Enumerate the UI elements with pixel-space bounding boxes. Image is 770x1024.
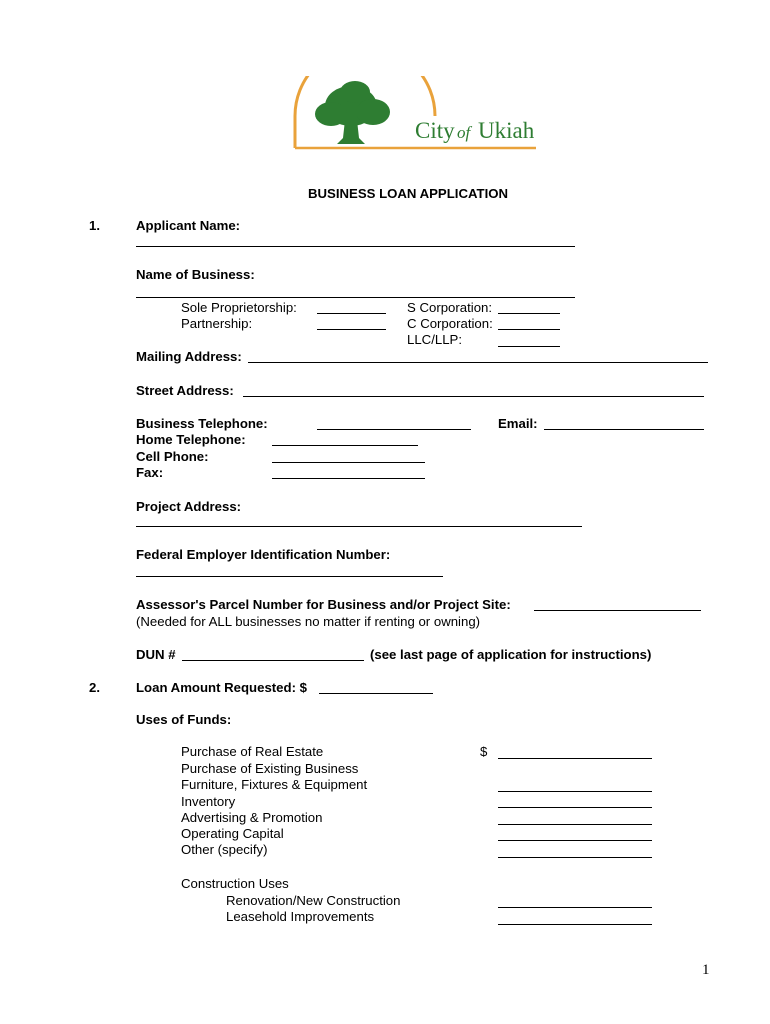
partnership-label: Partnership:	[181, 316, 253, 331]
street-address-field[interactable]	[243, 396, 704, 397]
partnership-field[interactable]	[317, 329, 386, 330]
renovation-label: Renovation/New Construction	[226, 893, 401, 908]
cell-phone-field[interactable]	[272, 462, 425, 463]
business-telephone-label: Business Telephone:	[136, 416, 268, 431]
svg-text:City: City	[415, 118, 455, 143]
sole-proprietorship-label: Sole Proprietorship:	[181, 300, 297, 315]
fax-label: Fax:	[136, 465, 164, 480]
use-ffe-field[interactable]	[498, 807, 652, 808]
c-corporation-field[interactable]	[498, 329, 560, 330]
business-telephone-field[interactable]	[317, 429, 471, 430]
use-ffe-label: Furniture, Fixtures & Equipment	[181, 777, 368, 792]
applicant-name-field[interactable]	[136, 246, 575, 247]
c-corporation-label: C Corporation:	[407, 316, 493, 331]
street-address-label: Street Address:	[136, 383, 234, 398]
email-field[interactable]	[544, 429, 704, 430]
fein-label: Federal Employer Identification Number:	[136, 547, 391, 562]
llc-llp-label: LLC/LLP:	[407, 332, 462, 347]
oak-tree-icon	[315, 81, 390, 144]
use-operating-capital-label: Operating Capital	[181, 826, 284, 841]
fax-field[interactable]	[272, 478, 425, 479]
home-telephone-label: Home Telephone:	[136, 432, 246, 447]
use-inventory-label: Inventory	[181, 794, 236, 809]
apn-note: (Needed for ALL businesses no matter if renting or owning)	[136, 614, 481, 629]
dun-field[interactable]	[182, 660, 364, 661]
use-existing-business-field[interactable]	[498, 791, 652, 792]
s-corporation-label: S Corporation:	[407, 300, 493, 315]
sole-proprietorship-field[interactable]	[317, 313, 386, 314]
use-real-estate-field[interactable]	[498, 758, 652, 759]
loan-amount-field[interactable]	[319, 693, 433, 694]
section-2-number: 2.	[89, 680, 100, 695]
section-1-number: 1.	[89, 218, 100, 233]
llc-llp-field[interactable]	[498, 346, 560, 347]
svg-text:Ukiah: Ukiah	[478, 118, 535, 143]
home-telephone-field[interactable]	[272, 445, 418, 446]
applicant-name-label: Applicant Name:	[136, 218, 241, 233]
uses-of-funds-label: Uses of Funds:	[136, 712, 232, 727]
dollar-sign: $	[480, 744, 488, 759]
renovation-field[interactable]	[498, 907, 652, 908]
fein-field[interactable]	[136, 576, 443, 577]
cell-phone-label: Cell Phone:	[136, 449, 209, 464]
business-name-field[interactable]	[136, 297, 575, 298]
mailing-address-field[interactable]	[248, 362, 708, 363]
dun-note: (see last page of application for instructions)	[370, 647, 652, 662]
use-existing-business-label: Purchase of Existing Business	[181, 761, 359, 776]
apn-field[interactable]	[534, 610, 701, 611]
use-other-label: Other (specify)	[181, 842, 268, 857]
use-inventory-field[interactable]	[498, 824, 652, 825]
use-advertising-label: Advertising & Promotion	[181, 810, 323, 825]
city-of-ukiah-logo	[293, 76, 539, 156]
leasehold-field[interactable]	[498, 924, 652, 925]
email-label: Email:	[498, 416, 538, 431]
page-number: 1	[702, 962, 710, 978]
use-operating-capital-field[interactable]	[498, 857, 652, 858]
business-name-label: Name of Business:	[136, 267, 255, 282]
dun-label: DUN #	[136, 647, 176, 662]
use-real-estate-label: Purchase of Real Estate	[181, 744, 324, 759]
mailing-address-label: Mailing Address:	[136, 349, 242, 364]
apn-label: Assessor's Parcel Number for Business and/or Project Site:	[136, 597, 511, 612]
s-corporation-field[interactable]	[498, 313, 560, 314]
leasehold-label: Leasehold Improvements	[226, 909, 375, 924]
svg-text:of: of	[457, 123, 471, 142]
construction-uses-label: Construction Uses	[181, 876, 289, 891]
project-address-label: Project Address:	[136, 499, 242, 514]
form-title: BUSINESS LOAN APPLICATION	[308, 186, 509, 201]
loan-amount-label: Loan Amount Requested: $	[136, 680, 307, 695]
project-address-field[interactable]	[136, 526, 582, 527]
use-advertising-field[interactable]	[498, 840, 652, 841]
